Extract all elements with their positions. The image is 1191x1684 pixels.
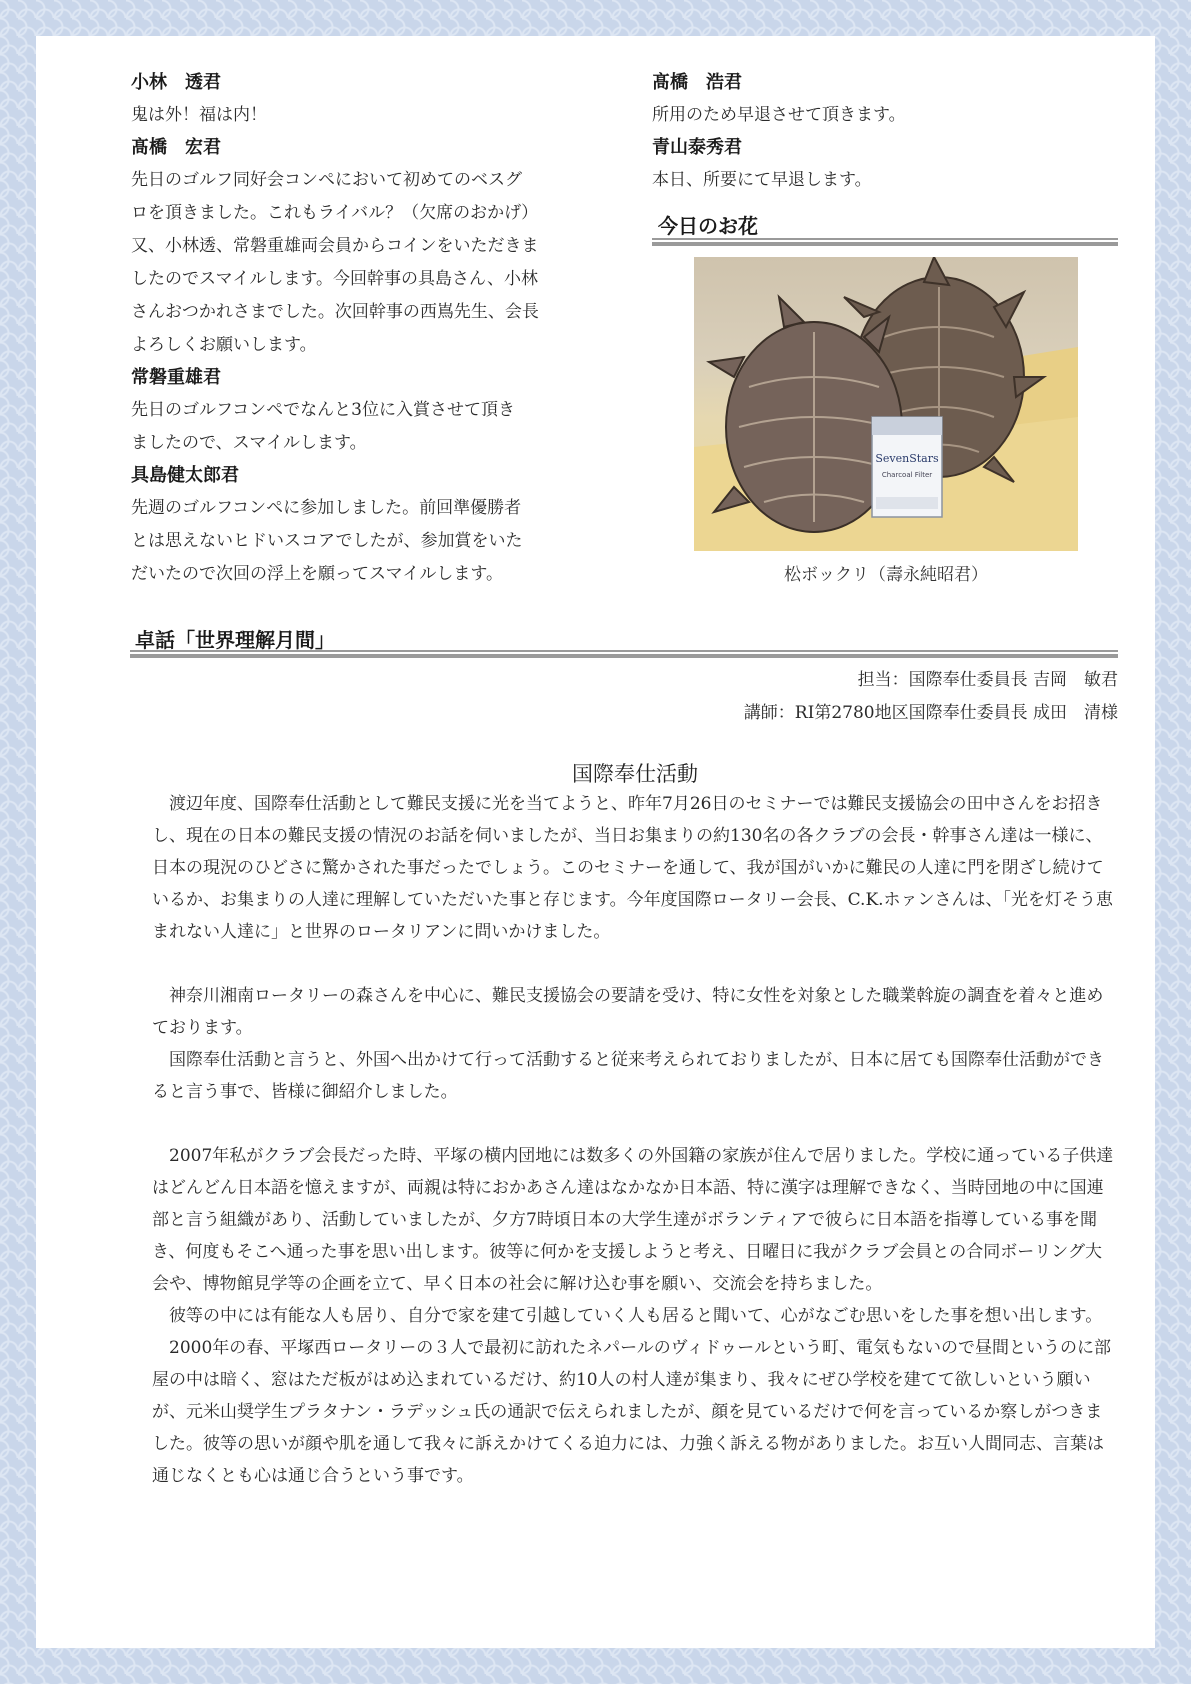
member-name: 髙橋 宏君: [131, 137, 221, 158]
smile-entry: [131, 132, 601, 362]
talk-heading: 卓話「世界理解月間」: [135, 628, 335, 652]
talk-in-charge: 担当：国際奉仕委員長 吉岡 敏君: [857, 670, 1118, 690]
member-name: 具島健太郎君: [131, 465, 239, 486]
article-paragraph: 2000年の春、平塚西ロータリーの３人で最初に訪れたネパールのヴィドゥールという町、電気もないので昼間というのに部屋の中は暗く、窓はただ板がはめ込まれているだけ、約10人の村人達が集まり、我々にぜひ学校を建てて欲しいという願いが、元米山奨学生プラタナン・ラデッシュ氏の通訳で伝えられましたが、顔を見ているだけで何を言っているか察しがつきました。彼等の思いが顔や肌を通して我々に訴えかけてくる迫力には、力強く訴える物がありました。お互い人間同志、言葉は通じなくとも心は通じ合うという事です。: [152, 1338, 1111, 1486]
smile-message: さんおつかれさまでした。次回幹事の西嶌先生、会長: [131, 302, 539, 322]
smile-message: 先週のゴルフコンペに参加しました。前回準優勝者: [131, 498, 522, 518]
article-paragraph: 神奈川湘南ロータリーの森さんを中心に、難民支援協会の要請を受け、特に女性を対象とした職業斡旋の調査を着々と進めております。: [152, 986, 1104, 1038]
article-paragraph: 国際奉仕活動と言うと、外国へ出かけて行って活動すると従来考えられておりましたが、日本に居ても国際奉仕活動ができると言う事で、皆様に御紹介しました。: [152, 1050, 1104, 1102]
pack-brand-label: SevenStars: [875, 452, 939, 465]
talk-title: 国際奉仕活動: [572, 762, 698, 786]
flower-heading-rule: [652, 238, 1118, 246]
article-paragraph: 2007年私がクラブ会長だった時、平塚の横内団地には数多くの外国籍の家族が住んで居りました。学校に通っている子供達はどんどん日本語を憶えますが、両親は特におかあさん達はなかなか日本語、特に漢字は理解できなく、当時団地の中に国連部と言う組織があり、活動していましたが、夕方7時頃日本の大学生達がボランティアで彼らに日本語を指導している事を聞き、何度もそこへ通った事を思い出します。彼等に何かを支援しようと考え、日曜日に我がクラブ会員との合同ボーリング大会や、博物館見学等の企画を立て、早く日本の社会に解け込む事を願い、交流会を持ちました。: [152, 1146, 1114, 1294]
smile-entry: [131, 67, 601, 132]
smile-message: ましたので、スマイルします。: [131, 433, 367, 453]
article-paragraph: 彼等の中には有能な人も居り、自分で家を建て引越していく人も居ると聞いて、心がなごむ思いをした事を想い出します。: [169, 1306, 1103, 1326]
flower-heading: 今日のお花: [658, 214, 758, 238]
smile-message: だいたので次回の浮上を願ってスマイルします。: [131, 564, 503, 584]
paragraph-gap: [152, 948, 1118, 980]
paragraph-gap: [152, 1108, 1118, 1140]
article-paragraph: 渡辺年度、国際奉仕活動として難民支援に光を当てようと、昨年7月26日のセミナーでは難民支援協会の田中さんをお招きし、現在の日本の難民支援の情況のお話を伺いましたが、当日お集まりの約130名の各クラブの会長・幹事さん達は一様に、日本の現況のひどさに驚かされた事だったでしょう。このセミナーを通して、我が国がいかに難民の人達に門を閉ざし続けているか、お集まりの人達に理解していただいた事と存じます。今年度国際ロータリー会長、C.K.ホァンさんは、「光を灯そう恵まれない人達に」と世界のロータリアンに問いかけました。: [152, 794, 1114, 942]
smile-message: 所用のため早退させて頂きます。: [652, 105, 906, 125]
talk-heading-rule: [130, 650, 1118, 658]
smile-message: よろしくお願いします。: [131, 335, 317, 355]
smile-entry: [131, 460, 601, 591]
talk-speaker: 講師：RI第2780地区国際奉仕委員長 成田 清様: [743, 703, 1118, 723]
smile-column-left: [131, 67, 601, 591]
flower-photo: [694, 257, 1078, 551]
smile-entry: [652, 67, 1092, 132]
pinecone-photo-illustration: [694, 257, 1078, 551]
smile-message: とは思えないヒドいスコアでしたが、参加賞をいた: [131, 531, 523, 551]
talk-article: [152, 788, 1118, 1492]
smile-message: 又、小林透、常磐重雄両会員からコインをいただきま: [131, 236, 539, 256]
smile-message: したのでスマイルします。今回幹事の具島さん、小林: [131, 269, 538, 289]
smile-message: 本日、所要にて早退します。: [652, 170, 872, 190]
newsletter-page: [36, 36, 1155, 1648]
pack-sub-label: Charcoal Filter: [881, 471, 933, 479]
member-name: 小林 透君: [131, 72, 221, 93]
smile-message: 先日のゴルフコンペでなんと3位に入賞させて頂き: [131, 400, 515, 420]
flower-caption: 松ボックリ（壽永純昭君）: [784, 565, 988, 585]
member-name: 髙橋 浩君: [652, 72, 742, 93]
smile-entry: [131, 362, 601, 460]
member-name: 青山泰秀君: [652, 137, 742, 158]
member-name: 常磐重雄君: [131, 367, 221, 388]
cigarette-pack: [872, 417, 942, 517]
smile-message: 先日のゴルフ同好会コンペにおいて初めてのベスグ: [131, 170, 522, 190]
smile-message: ロを頂きました。これもライバル？（欠席のおかげ）: [131, 203, 539, 223]
smile-column-right: [652, 67, 1092, 197]
smile-message: 鬼は外！福は内！: [131, 105, 267, 125]
smile-entry: [652, 132, 1092, 197]
